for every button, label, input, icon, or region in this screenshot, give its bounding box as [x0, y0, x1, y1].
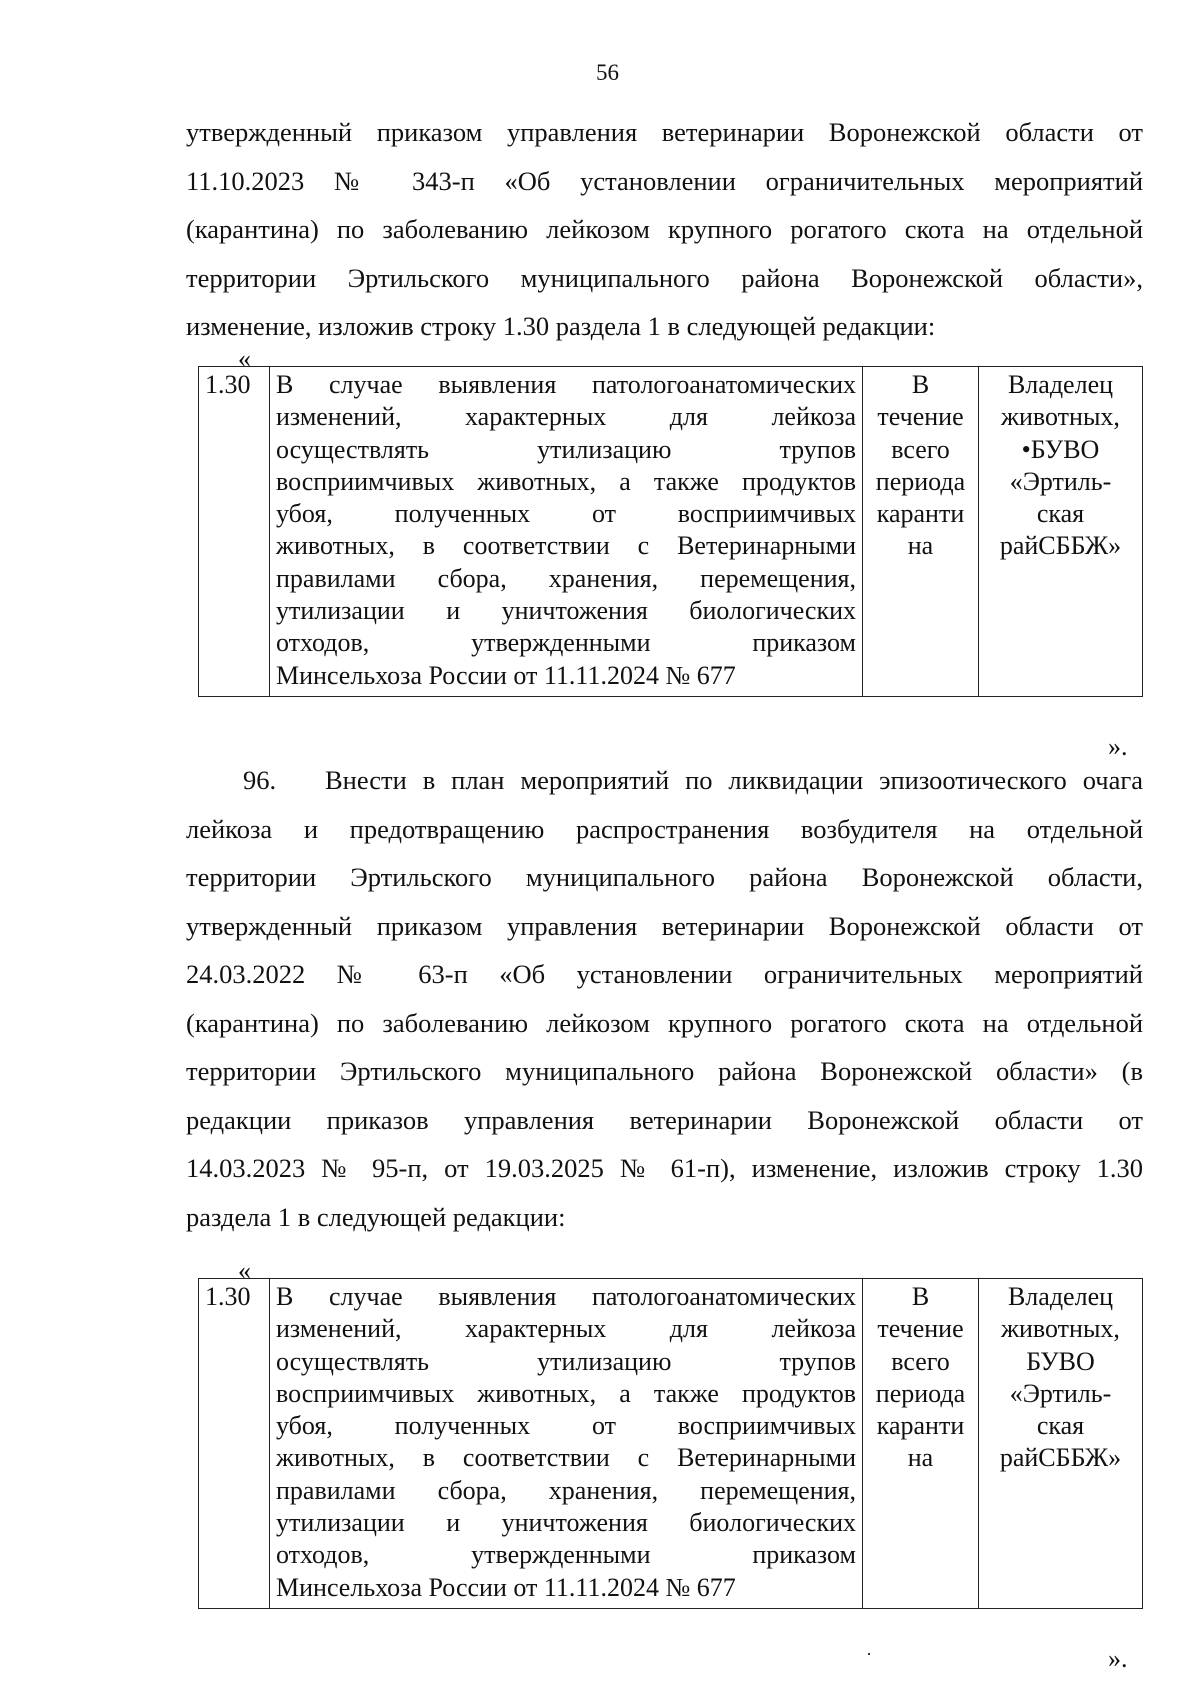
table-row [199, 367, 1143, 697]
term-cell [863, 1279, 979, 1609]
responsible-line: Владелец [1007, 1282, 1114, 1311]
quote-close: ». [1108, 732, 1128, 761]
paragraph-line: (карантина) по заболеванию лейкозом крупного рогатого скота на отдельной [186, 214, 1143, 244]
term-line: В [911, 1282, 930, 1311]
description-line: отходов, утвержденными приказом [276, 628, 856, 658]
paragraph-96 [186, 756, 1143, 1241]
paragraph-line: редакции приказов управления ветеринарии Воронежской области от [186, 1104, 1143, 1135]
term-line: на [907, 1443, 934, 1473]
term-line: каранти [876, 1411, 965, 1441]
paragraph-line: территории Эртильского муниципального района Воронежской области, [186, 862, 1143, 892]
amendment-table-1 [198, 366, 1143, 697]
paragraph-1 [186, 108, 1143, 351]
page-number: 56 [596, 60, 619, 85]
paragraph-line: изменение, изложив строку 1.30 раздела 1 в следующей редакции: [186, 311, 936, 341]
responsible-line: •БУВО [1021, 434, 1100, 464]
table-row [199, 1279, 1143, 1609]
term-line: на [907, 531, 934, 561]
term-line: каранти [876, 499, 965, 529]
description-line: В случае выявления патологоанатомических [276, 370, 856, 399]
responsible-line: ская [1036, 499, 1085, 529]
description-line: изменений, характерных для лейкоза [276, 1314, 856, 1344]
term-line: В [911, 370, 930, 399]
description-line: восприимчивых животных, а также продуктов [276, 1378, 856, 1408]
paragraph-line: 11.10.2023 № 343-п «Об установлении ограничительных мероприятий [186, 165, 1143, 196]
paragraph-line: территории Эртильского муниципального района Воронежской области» (в [186, 1056, 1143, 1086]
paragraph-line: лейкоза и предотвращению распространения возбудителя на отдельной [186, 813, 1143, 844]
item-number: 96. [243, 765, 277, 795]
description-line: утилизации и уничтожения биологических [276, 596, 856, 626]
amendment-table-2 [198, 1278, 1143, 1609]
description-line: изменений, характерных для лейкоза [276, 402, 856, 432]
quote-close: ». [1108, 1644, 1128, 1673]
description-line: утилизации и уничтожения биологических [276, 1508, 856, 1538]
responsible-cell [979, 1279, 1143, 1609]
responsible-line: ская [1036, 1411, 1085, 1441]
responsible-line: райСББЖ» [999, 531, 1122, 561]
paragraph-line-text: Внести в план мероприятий по ликвидации эпизоотического очага [325, 765, 1143, 795]
paragraph-line: 24.03.2022 № 63-п «Об установлении ограничительных мероприятий [186, 959, 1143, 989]
quote-open: « [238, 1256, 251, 1285]
description-line: животных, в соответствии с Ветеринарными [276, 531, 856, 561]
paragraph-line: утвержденный приказом управления ветеринарии Воронежской области от [186, 910, 1143, 941]
paragraph-line: утвержденный приказом управления ветеринарии Воронежской области от [186, 117, 1143, 147]
row-number: 1.30 [199, 367, 270, 697]
term-line: периода [875, 1378, 966, 1408]
description-line: осуществлять утилизацию трупов [276, 1346, 856, 1376]
description-line: животных, в соответствии с Ветеринарными [276, 1443, 856, 1473]
description-line: правилами сбора, хранения, перемещения, [276, 1475, 856, 1505]
description-line: осуществлять утилизацию трупов [276, 434, 856, 464]
description-line: Минсельхоза России от 11.11.2024 № 677 [276, 1572, 736, 1602]
measure-description [270, 1279, 863, 1609]
responsible-line: БУВО [1026, 1346, 1095, 1376]
responsible-line: райСББЖ» [999, 1443, 1122, 1473]
responsible-line: «Эртиль- [1009, 466, 1112, 496]
term-cell [863, 367, 979, 697]
measure-description [270, 367, 863, 697]
term-line: всего [891, 434, 950, 464]
quote-open: « [238, 344, 251, 373]
description-line: Минсельхоза России от 11.11.2024 № 677 [276, 660, 736, 690]
paragraph-line: территории Эртильского муниципального района Воронежской области», [186, 262, 1143, 293]
paragraph-line: раздела 1 в следующей редакции: [186, 1201, 566, 1232]
term-line: течение [877, 402, 964, 432]
description-line: восприимчивых животных, а также продуктов [276, 466, 856, 496]
row-number: 1.30 [199, 1279, 270, 1609]
description-line: правилами сбора, хранения, перемещения, [276, 563, 856, 593]
responsible-line: Владелец [1007, 370, 1114, 399]
description-line: убоя, полученных от восприимчивых [276, 499, 856, 529]
paragraph-line [186, 756, 1143, 805]
term-line: периода [875, 466, 966, 496]
term-line: течение [877, 1314, 964, 1344]
description-line: отходов, утвержденными приказом [276, 1540, 856, 1570]
responsible-line: животных, [1001, 402, 1120, 432]
responsible-cell [979, 367, 1143, 697]
description-line: В случае выявления патологоанатомических [276, 1282, 856, 1311]
stray-mark: · [866, 1644, 872, 1664]
responsible-line: «Эртиль- [1009, 1378, 1112, 1408]
responsible-line: животных, [1001, 1314, 1120, 1344]
paragraph-line: 14.03.2023 № 95-п, от 19.03.2025 № 61-п), изменение, изложив строку 1.30 [186, 1153, 1143, 1183]
description-line: убоя, полученных от восприимчивых [276, 1411, 856, 1441]
paragraph-line: (карантина) по заболеванию лейкозом крупного рогатого скота на отдельной [186, 1007, 1143, 1038]
term-line: всего [891, 1346, 950, 1376]
